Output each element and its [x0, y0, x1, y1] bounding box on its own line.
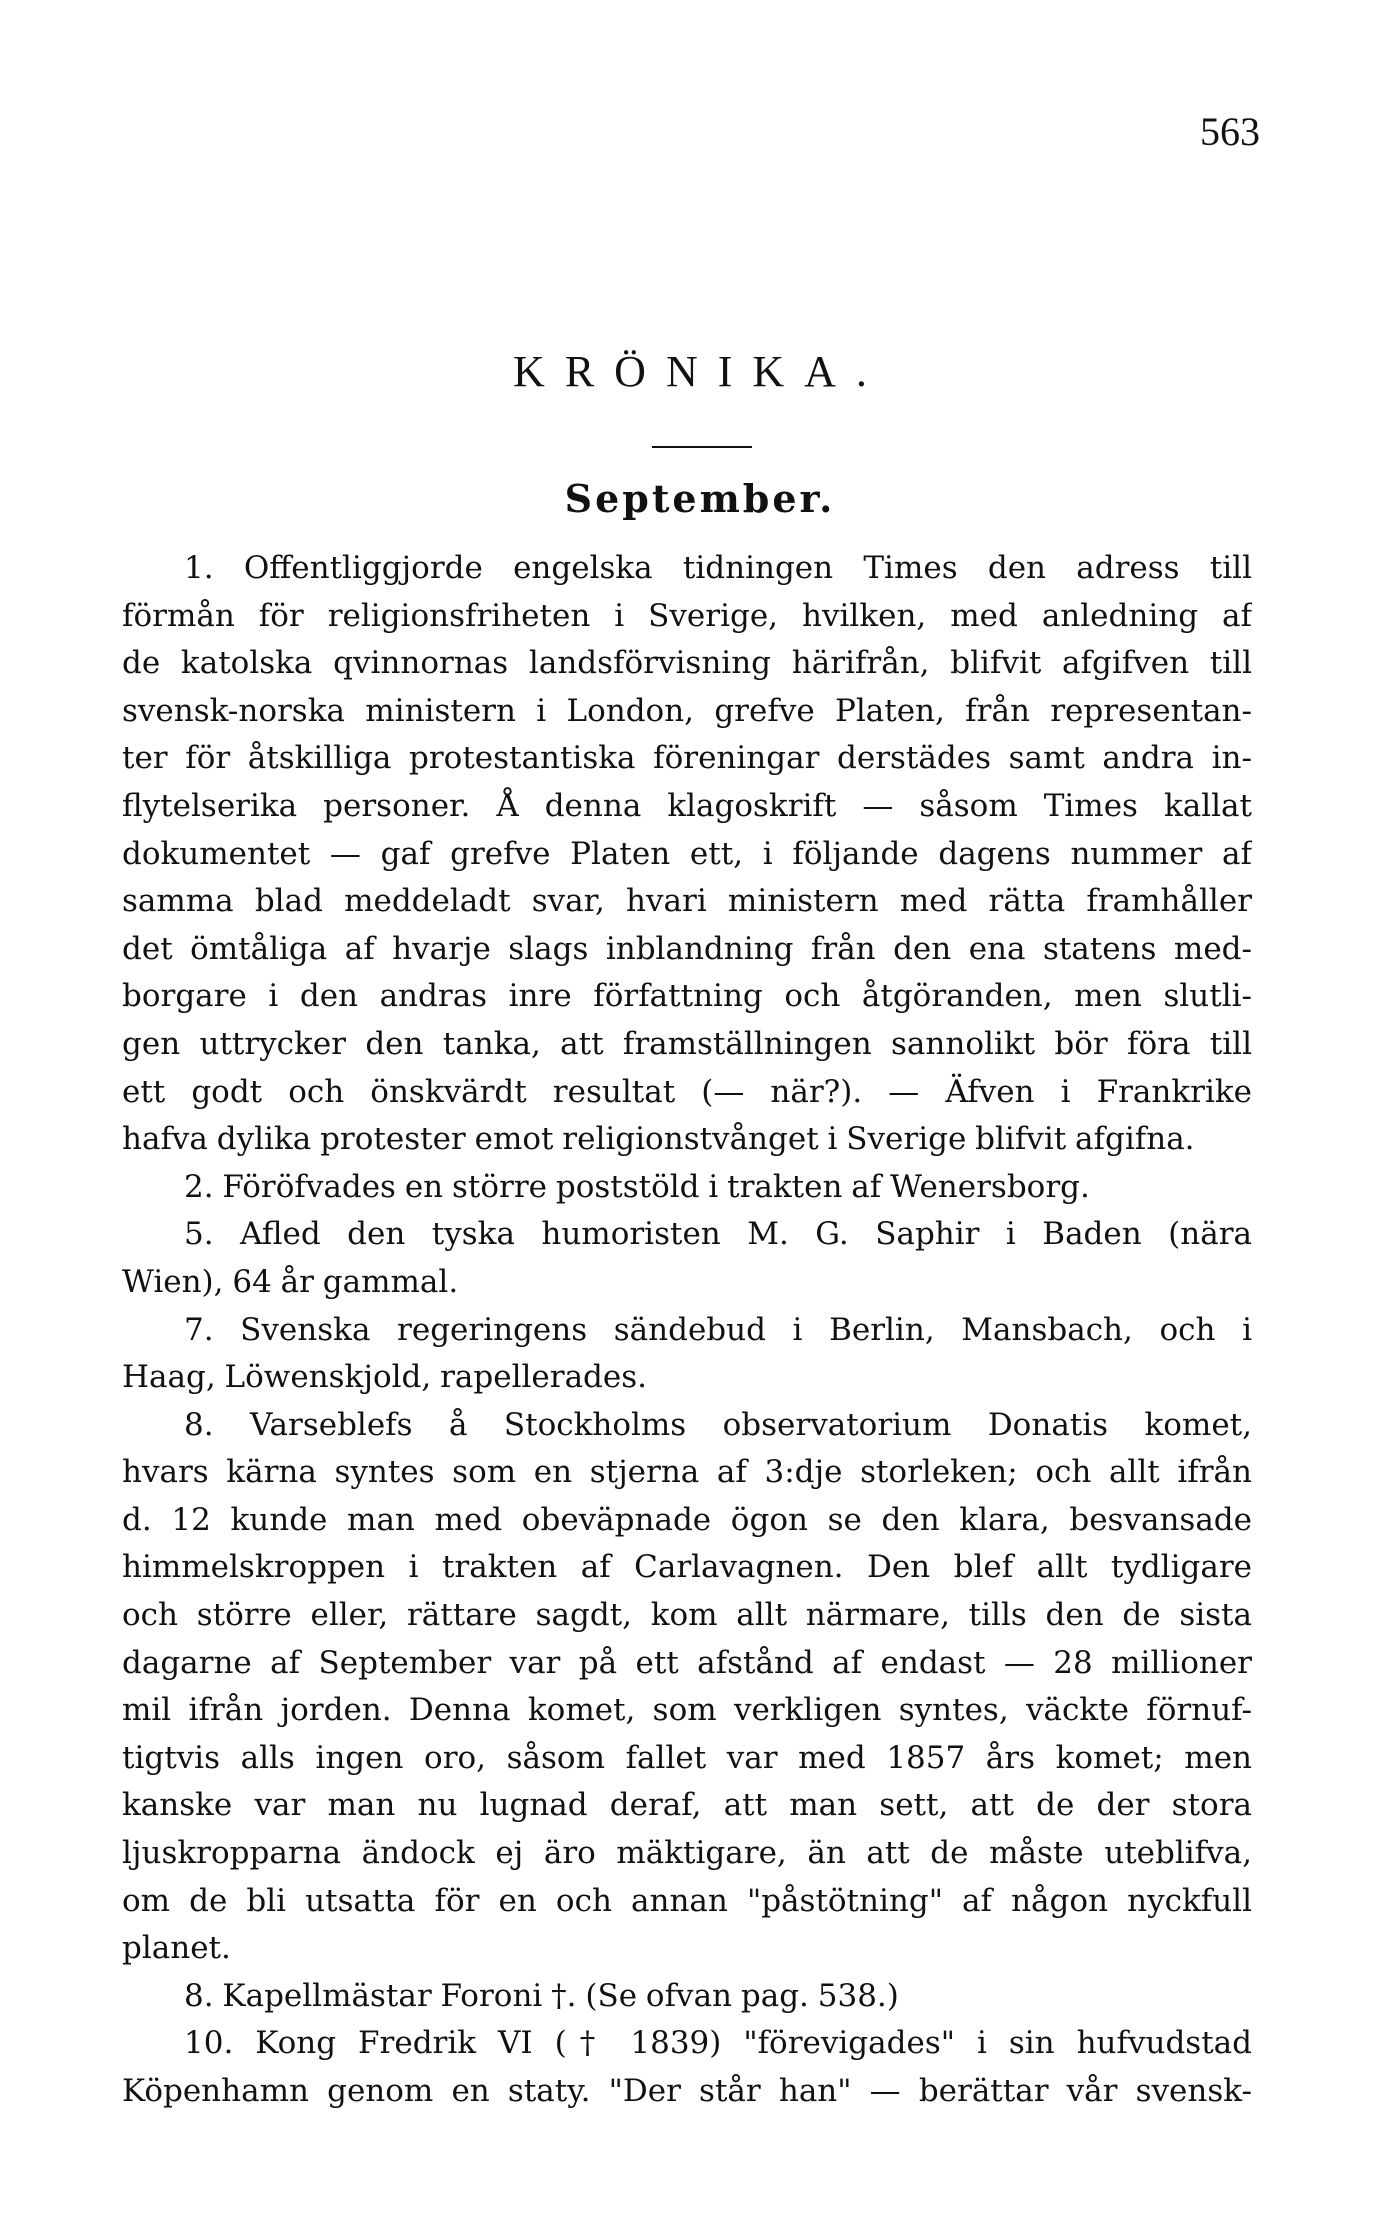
- text-line: om de bli utsatta för en och annan "påstötning" af någon nyckfull: [122, 1882, 1252, 1919]
- text-line: tigtvis alls ingen oro, såsom fallet var med 1857 års komet; men: [122, 1739, 1252, 1776]
- text-line: Köpenhamn genom en staty. "Der står han" — berättar vår svensk-: [122, 2073, 1252, 2109]
- text-line: hvars kärna syntes som en stjerna af 3:dje storleken; och allt ifrån: [122, 1454, 1252, 1491]
- text-line: förmån för religionsfriheten i Sverige, hvilken, med anledning af: [122, 597, 1252, 634]
- text-line: 8. Kapellmästar Foroni †. (Se ofvan pag. 538.): [184, 1977, 899, 2014]
- text-line: ter för åtskilliga protestantiska föreningar derstädes samt andra in-: [122, 740, 1252, 777]
- text-line: dagarne af September var på ett afstånd af endast — 28 millioner: [122, 1644, 1252, 1681]
- text-line: 1. Offentliggjorde engelska tidningen Times den adress till: [184, 550, 1252, 586]
- text-line: himmelskroppen i trakten af Carlavagnen. Den blef allt tydligare: [122, 1549, 1252, 1586]
- month-heading: September.: [564, 476, 836, 521]
- text-line: det ömtåliga af hvarje slags inblandning från den ena statens med-: [122, 930, 1252, 967]
- text-line: 8. Varseblefs å Stockholms observatorium Donatis komet,: [184, 1406, 1252, 1443]
- text-line: dokumentet — gaf grefve Platen ett, i följande dagens nummer af: [122, 835, 1252, 872]
- text-line: mil ifrån jorden. Denna komet, som verkligen syntes, väckte förnuf-: [122, 1692, 1252, 1729]
- text-line: Haag, Löwenskjold, rapellerades.: [122, 1359, 647, 1396]
- chapter-title: KRÖNIKA.: [513, 347, 887, 396]
- title-divider: [652, 446, 752, 448]
- text-line: ett godt och önskvärdt resultat (— när?). — Äfven i Frankrike: [122, 1073, 1252, 1110]
- text-line: 2. Föröfvades en större poststöld i trakten af Wenersborg.: [184, 1168, 1090, 1205]
- text-line: gen uttrycker den tanka, att framställningen sannolikt bör föra till: [122, 1025, 1252, 1062]
- text-line: Wien), 64 år gammal.: [122, 1263, 459, 1300]
- text-line: och större eller, rättare sagdt, kom allt närmare, tills den de sista: [122, 1597, 1252, 1634]
- text-line: d. 12 kunde man med obeväpnade ögon se den klara, besvansade: [122, 1501, 1252, 1538]
- text-line: 5. Afled den tyska humoristen M. G. Saphir i Baden (nära: [184, 1216, 1252, 1253]
- text-line: 10. Kong Fredrik VI († 1839) "förevigades" i sin hufvudstad: [184, 2025, 1252, 2062]
- text-line: flytelserika personer. Å denna klagoskrift — såsom Times kallat: [122, 787, 1252, 824]
- text-line: samma blad meddeladt svar, hvari ministern med rätta framhåller: [122, 883, 1252, 920]
- text-line: borgare i den andras inre författning och åtgöranden, men slutli-: [122, 978, 1252, 1015]
- text-line: svensk-norska ministern i London, grefve Platen, från representan-: [122, 692, 1252, 729]
- page-number: 563: [1200, 109, 1260, 154]
- text-line: 7. Svenska regeringens sändebud i Berlin, Mansbach, och i: [184, 1311, 1252, 1348]
- text-line: planet.: [122, 1930, 231, 1967]
- text-line: de katolska qvinnornas landsförvisning härifrån, blifvit afgifven till: [122, 645, 1252, 682]
- text-line: kanske var man nu lugnad deraf, att man sett, att de der stora: [122, 1787, 1252, 1824]
- text-line: ljuskropparna ändock ej äro mäktigare, än att de måste uteblifva,: [122, 1835, 1252, 1872]
- chronicle-text: [122, 545, 1252, 2116]
- text-line: hafva dylika protester emot religionstvånget i Sverige blifvit afgifna.: [122, 1121, 1195, 1158]
